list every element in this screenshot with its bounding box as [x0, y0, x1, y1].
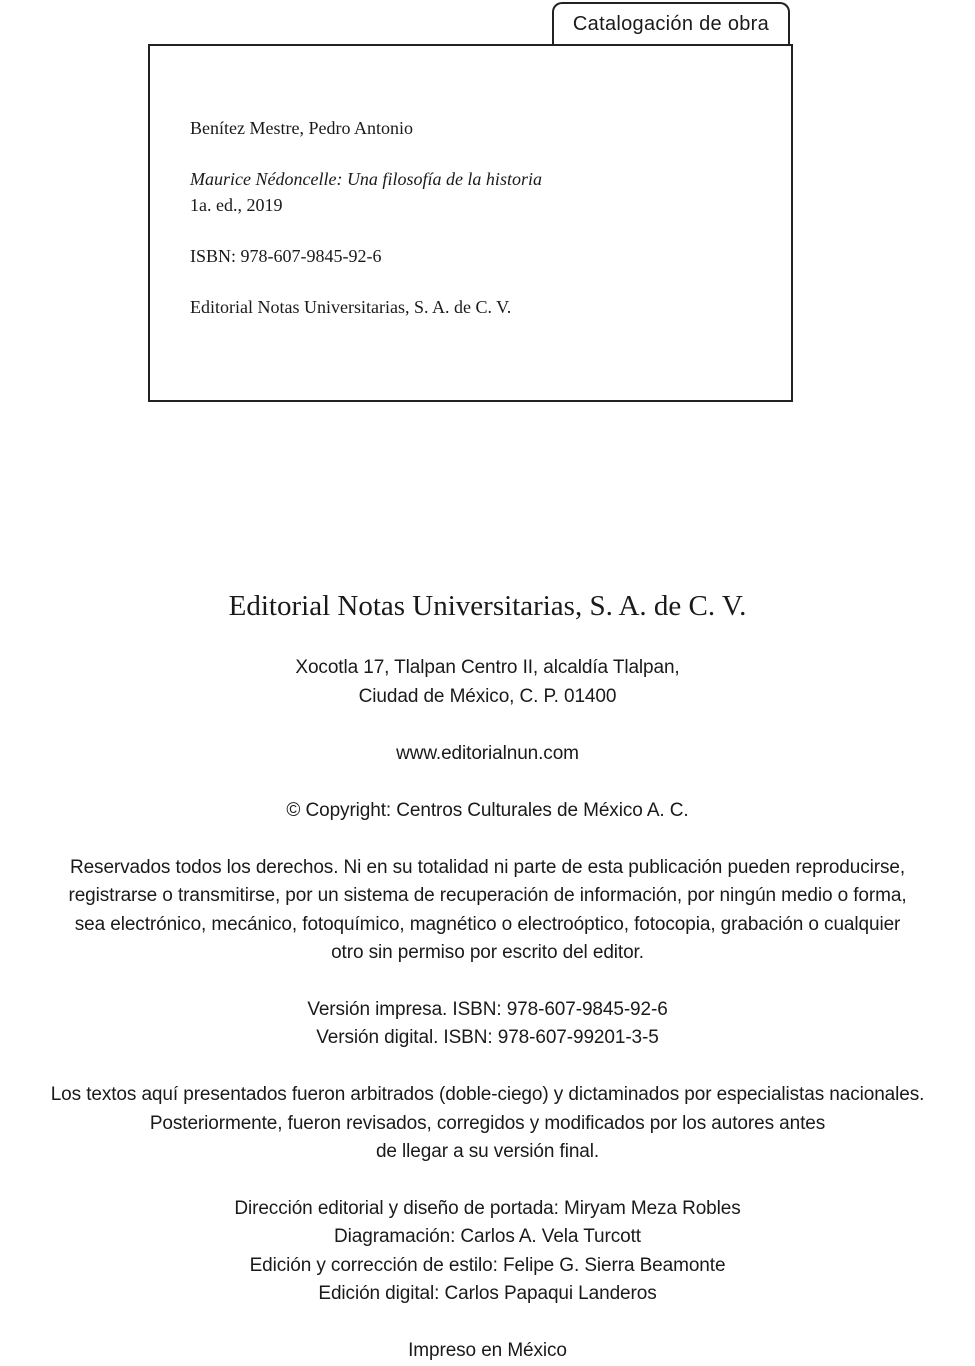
card-title: Maurice Nédoncelle: Una filosofía de la historia [190, 169, 542, 189]
review-note-line: Posteriormente, fueron revisados, corregidos y modificados por los autores antes [149, 1113, 826, 1134]
address-line-2: Ciudad de México, C. P. 01400 [358, 686, 617, 707]
cataloging-tab-label: Catalogación de obra [572, 12, 770, 35]
review-note-line: de llegar a su versión final. [375, 1141, 600, 1162]
review-note-line: Los textos aquí presentados fueron arbitrados (doble-ciego) y dictaminados por especialistas nacionales. [50, 1084, 925, 1105]
card-edition: 1a. ed., 2019 [190, 195, 283, 215]
cataloging-card [148, 44, 793, 402]
credit-line: Diagramación: Carlos A. Vela Turcott [334, 1226, 641, 1247]
card-isbn: ISBN: 978-607-9845-92-6 [190, 246, 382, 266]
printed-in: Impreso en México [408, 1340, 567, 1361]
isbn-print: Versión impresa. ISBN: 978-607-9845-92-6 [307, 999, 668, 1020]
address-line-1: Xocotla 17, Tlalpan Centro II, alcaldía Tlalpan, [295, 657, 680, 678]
publisher-name: Editorial Notas Universitarias, S. A. de C. V. [228, 590, 747, 622]
cataloging-tab [552, 2, 790, 44]
card-author: Benítez Mestre, Pedro Antonio [190, 118, 413, 138]
isbn-digital: Versión digital. ISBN: 978-607-99201-3-5 [316, 1027, 659, 1048]
rights-line: otro sin permiso por escrito del editor. [331, 942, 644, 963]
credit-line: Edición y corrección de estilo: Felipe G. Sierra Beamonte [249, 1255, 726, 1276]
rights-line: sea electrónico, mecánico, fotoquímico, magnético o electroóptico, fotocopia, grabación o cualquier [74, 914, 901, 935]
card-publisher: Editorial Notas Universitarias, S. A. de C. V. [190, 297, 512, 317]
publisher-website: www.editorialnun.com [396, 743, 579, 764]
credit-line: Edición digital: Carlos Papaqui Landeros [318, 1283, 657, 1304]
rights-line: registrarse o transmitirse, por un sistema de recuperación de información, por ningún medio o forma, [68, 885, 907, 906]
rights-line: Reservados todos los derechos. Ni en su totalidad ni parte de esta publicación pueden reproducirse, [69, 857, 906, 878]
credit-line: Dirección editorial y diseño de portada: Miryam Meza Robles [234, 1198, 741, 1219]
copyright-line: © Copyright: Centros Culturales de México A. C. [286, 800, 689, 821]
